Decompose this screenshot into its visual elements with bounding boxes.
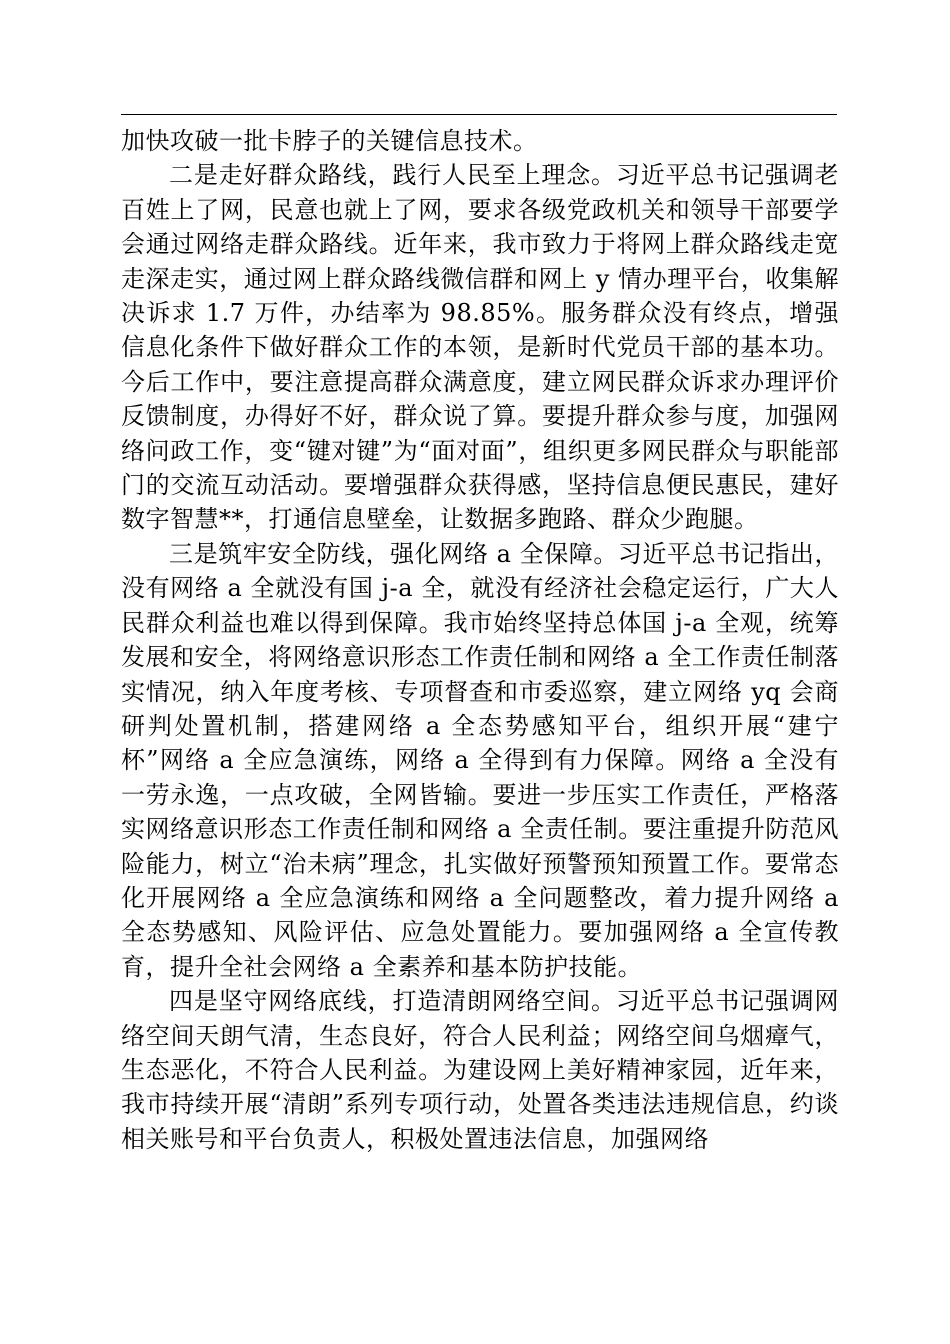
paragraph-continuation: 加快攻破一批卡脖子的关键信息技术。 <box>121 127 538 155</box>
header-rule <box>121 114 837 115</box>
paragraph-security: 三是筑牢安全防线，强化网络 a 全保障。习近平总书记指出，没有网络 a 全就没有国 j-a 全，就没有经济社会稳定运行，广大人民群众利益也难以得到保障。我市始终坚持总体国 j-a 全观，统筹发展和安全，将网络意识形态工作责任制和网络 a 全工作责任制落实情况，纳入年度考核、专项督查和市委巡察，建立网络 yq 会商研判处置机制，搭建网络 a 全态势感知平台，组织开展“建宁杯”网络 a 全应急演练，网络 a 全得到有力保障。网络 a 全没有一劳永逸，一点攻破，全网皆输。要进一步压实工作责任，严格落实网络意识形态工作责任制和网络 a 全责任制。要注重提升防范风险能力，树立“治未病”理念，扎实做好预警预知预置工作。要常态化开展网络 a 全应急演练和网络 a 全问题整改，着力提升网络 a 全态势感知、风险评估、应急处置能力。要加强网络 a 全宣传教育，提升全社会网络 a 全素养和基本防护技能。 <box>121 539 839 981</box>
paragraph-mass-line: 二是走好群众路线，践行人民至上理念。习近平总书记强调老百姓上了网，民意也就上了网，要求各级党政机关和领导干部要学会通过网络走群众路线。近年来，我市致力于将网上群众路线走宽走深走实，通过网上群众路线微信群和网上 y 情办理平台，收集解决诉求 1.7 万件，办结率为 98.85%。服务群众没有终点，增强信息化条件下做好群众工作的本领，是新时代党员干部的基本功。今后工作中，要注意提高群众满意度，建立网民群众诉求办理评价反馈制度，办得好不好，群众说了算。要提升群众参与度，加强网络问政工作，变“键对键”为“面对面”，组织更多网民群众与职能部门的交流互动活动。要增强群众获得感，坚持信息便民惠民，建好数字智慧**，打通信息壁垒，让数据多跑路、群众少跑腿。 <box>121 161 839 534</box>
paragraph-clean-cyberspace: 四是坚守网络底线，打造清朗网络空间。习近平总书记强调网络空间天朗气清，生态良好，符合人民利益；网络空间乌烟瘴气，生态恶化，不符合人民利益。为建设网上美好精神家园，近年来，我市持续开展“清朗”系列专项行动，处置各类违法违规信息，约谈相关账号和平台负责人，积极处置违法信息，加强网络 <box>121 987 839 1153</box>
document-body <box>121 124 839 1156</box>
